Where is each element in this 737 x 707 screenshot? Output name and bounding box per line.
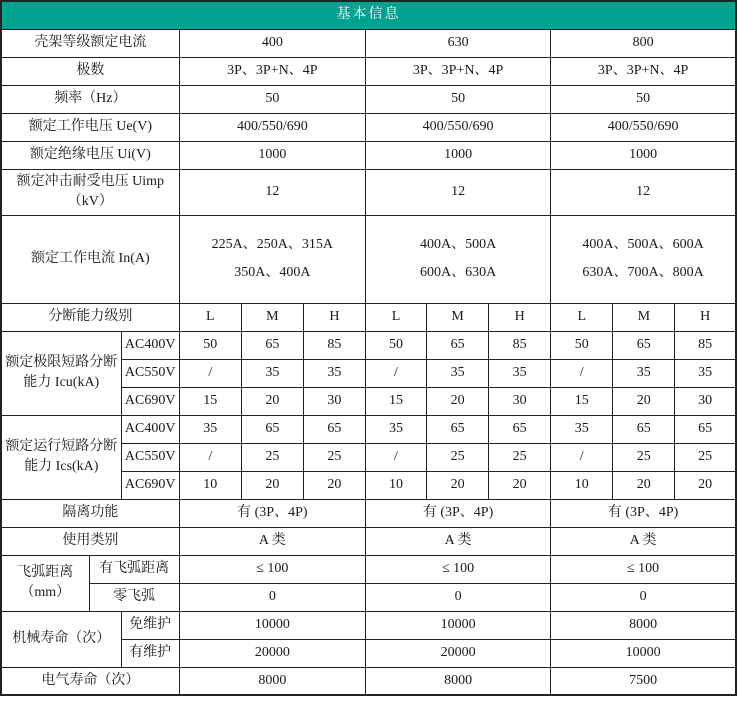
value-cell: 0 [551, 583, 736, 611]
sub-row-label: 有维护 [121, 639, 179, 667]
value-cell: 15 [551, 387, 613, 415]
value-cell: 1000 [551, 141, 736, 169]
value-cell: 10 [365, 471, 426, 499]
value-cell: 35 [365, 415, 426, 443]
value-cell: 0 [179, 583, 365, 611]
value-cell: L [365, 303, 426, 331]
value-cell: 25 [489, 443, 551, 471]
table-row-ui [1, 141, 736, 169]
value-cell: H [489, 303, 551, 331]
row-label: 额定绝缘电压 Ui(V) [1, 141, 179, 169]
value-cell: 65 [489, 415, 551, 443]
value-cell: 12 [179, 169, 365, 215]
value-line: 225A、250A、315A [211, 237, 333, 252]
value-cell: 20 [241, 387, 303, 415]
value-cell: 12 [365, 169, 550, 215]
value-line: 400A、500A [419, 237, 497, 252]
table-row-ics-ac400 [1, 415, 736, 443]
value-cell: 20 [613, 387, 675, 415]
value-cell: 30 [489, 387, 551, 415]
row-label: 额定运行短路分断能力 Ics(kA) [1, 415, 121, 499]
row-label: 额定工作电压 Ue(V) [1, 113, 179, 141]
value-cell: 35 [303, 359, 365, 387]
table-row-frequency [1, 85, 736, 113]
value-cell: 30 [303, 387, 365, 415]
value-cell: 25 [303, 443, 365, 471]
value-cell: 3P、3P+N、4P [551, 57, 736, 85]
value-line: 350A、400A [234, 265, 311, 280]
value-cell: 20000 [179, 639, 365, 667]
row-label: 壳架等级额定电流 [1, 29, 179, 57]
value-cell: 1000 [179, 141, 365, 169]
value-cell: 20 [489, 471, 551, 499]
value-cell: 20000 [365, 639, 550, 667]
row-label: 极数 [1, 57, 179, 85]
value-cell: 20 [675, 471, 736, 499]
value-cell: 50 [551, 85, 736, 113]
value-cell: 65 [241, 331, 303, 359]
sub-row-label: AC690V [121, 387, 179, 415]
value-cell: 3P、3P+N、4P [179, 57, 365, 85]
row-label: 机械寿命（次） [1, 611, 121, 667]
value-cell: 50 [179, 331, 241, 359]
value-cell: M [427, 303, 489, 331]
value-cell: 8000 [551, 611, 736, 639]
value-cell: 15 [179, 387, 241, 415]
value-cell: 3P、3P+N、4P [365, 57, 550, 85]
value-cell: / [365, 359, 426, 387]
value-cell: 20 [613, 471, 675, 499]
row-label: 额定极限短路分断能力 Icu(kA) [1, 331, 121, 415]
value-cell: M [241, 303, 303, 331]
value-cell: A 类 [551, 527, 736, 555]
value-cell: 8000 [179, 667, 365, 695]
row-label: 飞弧距离（mm） [1, 555, 89, 611]
table-row-arc-zero [1, 583, 736, 611]
value-cell: ≤ 100 [179, 555, 365, 583]
value-cell: 400/550/690 [179, 113, 365, 141]
value-cell: 10 [551, 471, 613, 499]
table-title: 基本信息 [1, 1, 736, 29]
row-label: 额定冲击耐受电压 Uimp（kV） [1, 169, 179, 215]
value-line: 600A、630A [419, 265, 497, 280]
value-cell: 有 (3P、4P) [551, 499, 736, 527]
value-cell: 25 [613, 443, 675, 471]
value-cell: 50 [551, 331, 613, 359]
value-cell: 10 [179, 471, 241, 499]
value-cell: 10000 [551, 639, 736, 667]
value-cell: 65 [241, 415, 303, 443]
sub-row-label: AC400V [121, 415, 179, 443]
table-row-utilization [1, 527, 736, 555]
table-row-elec-life [1, 667, 736, 695]
row-label: 隔离功能 [1, 499, 179, 527]
value-cell: 30 [675, 387, 736, 415]
value-cell: 50 [365, 85, 550, 113]
value-cell [179, 215, 365, 303]
table-row-frame-current [1, 29, 736, 57]
value-cell: 400 [179, 29, 365, 57]
row-label: 电气寿命（次） [1, 667, 179, 695]
value-cell: 85 [303, 331, 365, 359]
sub-row-label: AC690V [121, 471, 179, 499]
value-cell: 20 [427, 387, 489, 415]
value-cell: 65 [613, 331, 675, 359]
value-cell: 1000 [365, 141, 550, 169]
value-cell: 15 [365, 387, 426, 415]
value-cell: 65 [613, 415, 675, 443]
sub-row-label: 免维护 [121, 611, 179, 639]
value-cell: 35 [427, 359, 489, 387]
row-label: 频率（Hz） [1, 85, 179, 113]
value-cell: / [179, 359, 241, 387]
value-cell: 10000 [365, 611, 550, 639]
value-cell: A 类 [179, 527, 365, 555]
table-row-poles [1, 57, 736, 85]
value-cell: / [551, 443, 613, 471]
table-row-breaking-class [1, 303, 736, 331]
table-row-icu-ac400 [1, 331, 736, 359]
sub-row-label: AC400V [121, 331, 179, 359]
value-cell: 有 (3P、4P) [365, 499, 550, 527]
value-cell: 65 [427, 415, 489, 443]
table-row-isolation [1, 499, 736, 527]
table-row-uimp [1, 169, 736, 215]
sub-row-label: 有飞弧距离 [89, 555, 179, 583]
value-cell: / [551, 359, 613, 387]
value-cell: L [551, 303, 613, 331]
value-cell: 35 [551, 415, 613, 443]
value-cell: H [675, 303, 736, 331]
value-cell: 20 [427, 471, 489, 499]
table-row-mech-free [1, 611, 736, 639]
value-cell: L [179, 303, 241, 331]
value-cell: 8000 [365, 667, 550, 695]
value-cell: 25 [427, 443, 489, 471]
value-cell: 35 [179, 415, 241, 443]
value-cell: 630 [365, 29, 550, 57]
value-cell: 0 [365, 583, 550, 611]
row-label: 分断能力级别 [1, 303, 179, 331]
value-cell: 85 [675, 331, 736, 359]
value-cell: 400/550/690 [365, 113, 550, 141]
value-cell: 20 [241, 471, 303, 499]
value-cell [365, 215, 550, 303]
value-cell: 400/550/690 [551, 113, 736, 141]
value-cell: 有 (3P、4P) [179, 499, 365, 527]
value-cell: 7500 [551, 667, 736, 695]
value-cell: / [179, 443, 241, 471]
sub-row-label: AC550V [121, 443, 179, 471]
table-row-arc-with [1, 555, 736, 583]
value-cell: / [365, 443, 426, 471]
value-cell: H [303, 303, 365, 331]
value-cell: A 类 [365, 527, 550, 555]
value-cell: 50 [179, 85, 365, 113]
value-cell: M [613, 303, 675, 331]
sub-row-label: 零飞弧 [89, 583, 179, 611]
value-cell: 35 [241, 359, 303, 387]
value-cell: 800 [551, 29, 736, 57]
value-cell: 35 [489, 359, 551, 387]
value-cell: 65 [303, 415, 365, 443]
value-cell: 35 [613, 359, 675, 387]
value-line: 630A、700A、800A [582, 265, 704, 280]
row-label: 使用类别 [1, 527, 179, 555]
value-cell: 12 [551, 169, 736, 215]
value-cell: 85 [489, 331, 551, 359]
value-cell [551, 215, 736, 303]
value-cell: 50 [365, 331, 426, 359]
sub-row-label: AC550V [121, 359, 179, 387]
value-cell: 20 [303, 471, 365, 499]
value-cell: 25 [675, 443, 736, 471]
table-row-in-current [1, 215, 736, 303]
value-cell: 25 [241, 443, 303, 471]
row-label: 额定工作电流 In(A) [1, 215, 179, 303]
value-cell: 10000 [179, 611, 365, 639]
value-cell: 65 [675, 415, 736, 443]
value-cell: 35 [675, 359, 736, 387]
table-row-title [1, 1, 736, 29]
table-row-ue [1, 113, 736, 141]
value-cell: 65 [427, 331, 489, 359]
value-cell: ≤ 100 [365, 555, 550, 583]
value-cell: ≤ 100 [551, 555, 736, 583]
value-line: 400A、500A、600A [582, 237, 704, 252]
